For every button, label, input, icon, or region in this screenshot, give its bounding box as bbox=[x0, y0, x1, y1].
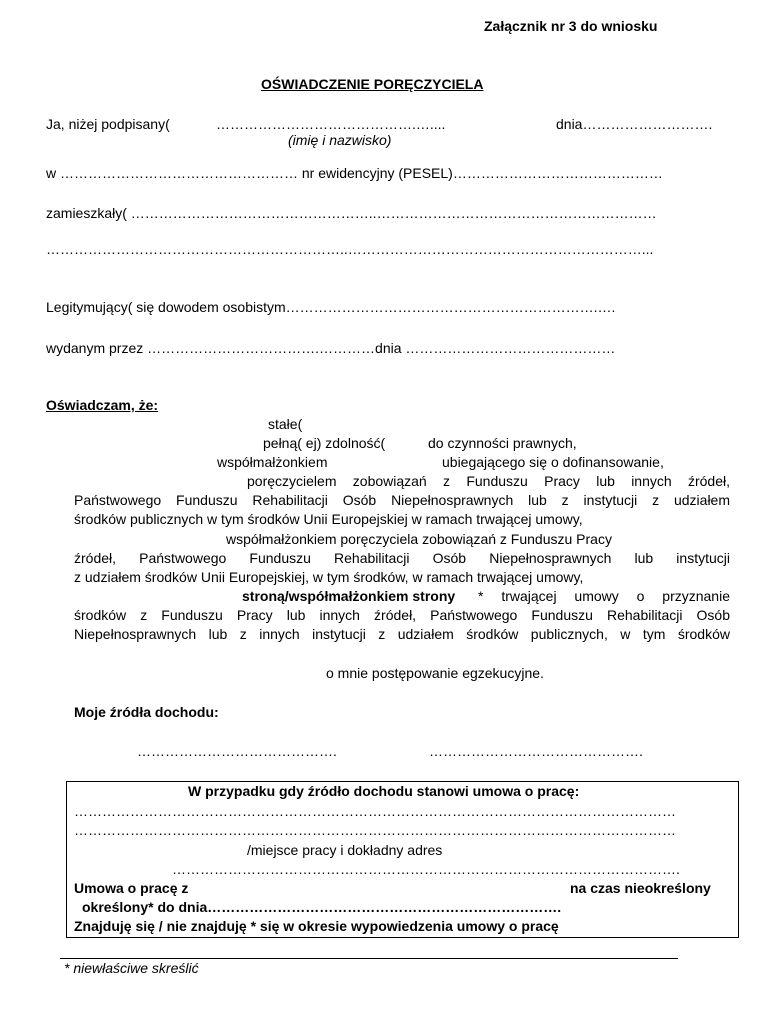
document-title: OŚWIADCZENIE PORĘCZYCIELA bbox=[261, 76, 484, 92]
contract-label: Umowa o pracę z bbox=[74, 880, 189, 896]
declaration-line: Niepełnosprawnych lub z innych instytucji z udziałem środków publicznych, w tym środków bbox=[74, 626, 730, 642]
name-hint: (imię i nazwisko) bbox=[288, 132, 392, 148]
declaration-line: współmałżonkiem poręczyciela zobowiązań z Funduszu Pracy bbox=[226, 531, 612, 547]
declaration-line: źródeł, Państwowego Funduszu Rehabilitacji Osób Niepełnosprawnych lub instytucji bbox=[74, 550, 730, 566]
declaration-line-bold: stroną/współmałżonkiem strony bbox=[242, 588, 456, 604]
footnote-divider bbox=[60, 958, 678, 959]
signer-name-dots: …………………………………….….... bbox=[216, 116, 446, 132]
declaration-line: Państwowego Funduszu Rehabilitacji Osób Niepełnosprawnych lub z instytucji z udziałem bbox=[74, 492, 730, 508]
issued-by-line: wydanym przez ……………………………….…………dnia ……………………………………… bbox=[46, 340, 616, 356]
declaration-line: o mnie postępowanie egzekucyjne. bbox=[326, 665, 544, 681]
declaration-line: poręczycielem zobowiązań z Funduszu Pracy lub innych źródeł, bbox=[247, 473, 730, 489]
residence-continuation: ………………………………………………………..………………………………………………………... bbox=[46, 241, 654, 257]
declaration-line: pełną( ej) zdolność( bbox=[263, 435, 386, 451]
notice-period-line: Znajduję się / nie znajduję * się w okresie wypowiedzenia umowy o pracę bbox=[74, 918, 559, 934]
declaration-heading: Oświadczam, że: bbox=[46, 397, 159, 413]
declaration-line: środków z Funduszu Pracy lub innych źródeł, Państwowego Funduszu Rehabilitacji Osób bbox=[74, 607, 730, 623]
attachment-label: Załącznik nr 3 do wniosku bbox=[484, 18, 658, 34]
declaration-line: z udziałem środków Unii Europejskiej, w tym środków, w ramach trwającej umowy, bbox=[74, 569, 584, 585]
contract-indefinite: na czas nieokreślony bbox=[570, 880, 711, 896]
income-dots-right: ………………………………………. bbox=[429, 743, 643, 759]
contract-fixed: określony* do dnia…………………………………………………………………. bbox=[82, 899, 562, 915]
footnote: * niewłaściwe skreślić bbox=[64, 960, 199, 976]
place-pesel-line: w …………………………………………… nr ewidencyjny (PESEL)……………………………………… bbox=[46, 165, 663, 181]
declaration-line: współmałżonkiem bbox=[217, 454, 328, 470]
declaration-line: do czynności prawnych, bbox=[428, 435, 577, 451]
address-hint: /miejsce pracy i dokładny adres bbox=[247, 842, 443, 858]
income-heading: Moje źródła dochodu: bbox=[74, 704, 219, 720]
declaration-line: stałe( bbox=[268, 416, 303, 432]
declaration-line: * trwającej umowy o przyznanie bbox=[478, 588, 730, 604]
signer-label: Ja, niżej podpisany( bbox=[46, 116, 170, 132]
id-card-line: Legitymujący( się dowodem osobistym………………………………………………………….…. bbox=[46, 299, 616, 315]
income-dots-left: ……………………………………. bbox=[137, 743, 337, 759]
employment-dots: ………………………………………………………………………………………………. bbox=[172, 861, 680, 877]
declaration-line: ubiegającego się o dofinansowanie, bbox=[442, 454, 664, 470]
residence-line: zamieszkały( ……………………………………………..…………………………………………………… bbox=[46, 205, 657, 221]
declaration-line: środków publicznych w tym środków Unii Europejskiej w ramach trwającej umowy, bbox=[74, 511, 583, 527]
employment-dots: ………………………………………………………………………………………………………………… bbox=[74, 803, 676, 819]
employment-box-title: W przypadku gdy źródło dochodu stanowi umowa o pracę: bbox=[188, 783, 580, 799]
date-field: dnia………………………. bbox=[556, 116, 713, 132]
employment-dots: ………………………………………………………………………………………………………………… bbox=[74, 822, 676, 838]
